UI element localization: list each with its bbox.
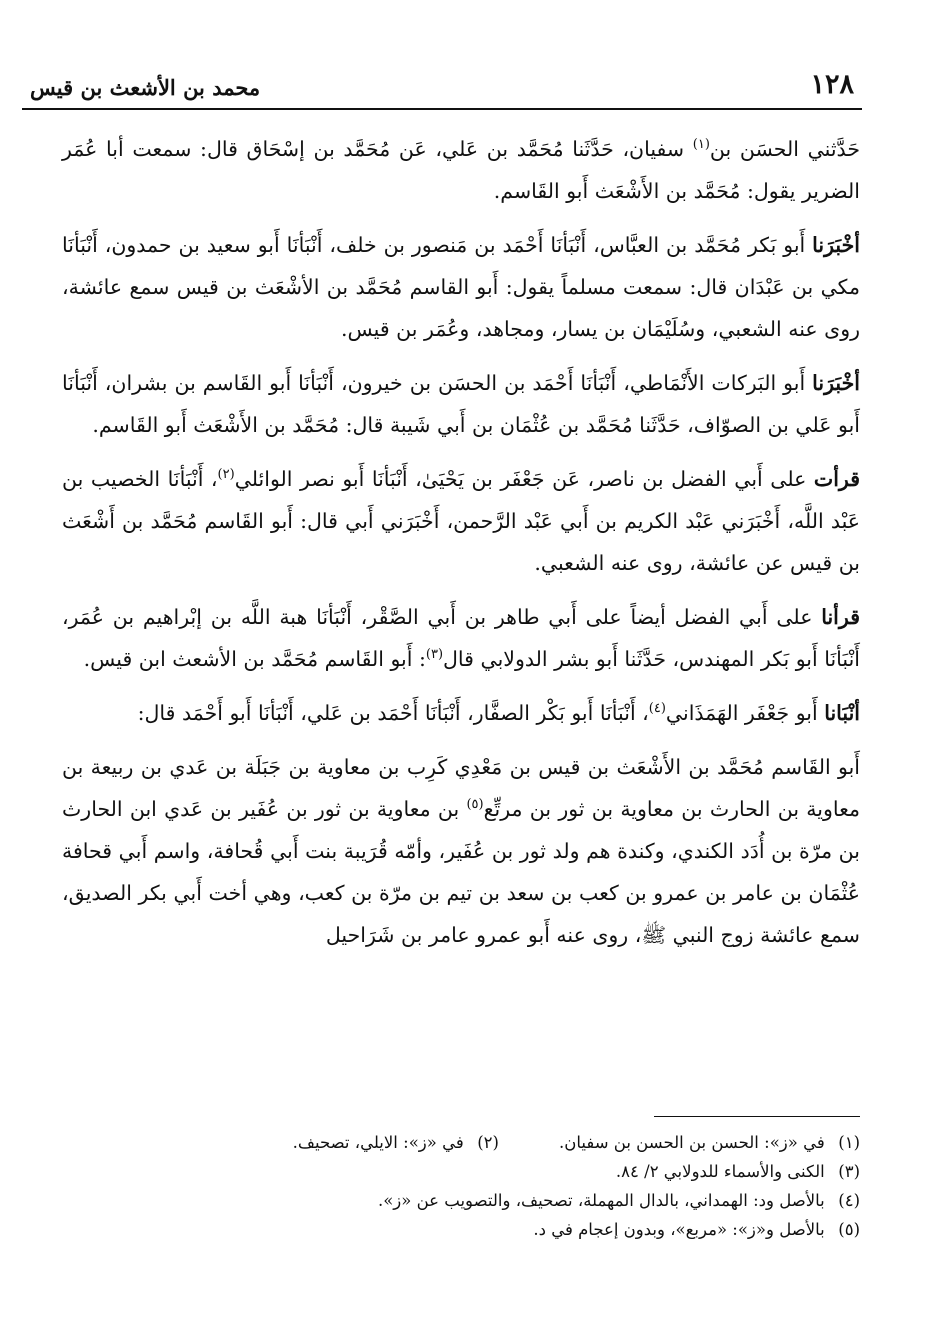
footnote-number: (٣) xyxy=(838,1162,860,1181)
footnote-separator xyxy=(654,1116,860,1117)
paragraph-text-cont: ، أَنْبَأنَا أَبو بَكْر الصفَّار، أَنْبَأنَا أَحْمَد بن عَلي، أَنْبَأنَا أَبو أَحْمَد قال: xyxy=(137,701,649,725)
footnote-number: (٤) xyxy=(838,1191,860,1210)
footnote-text: بالأصل ود: الهمداني، بالدال المهملة، تصحيف، والتصويب عن «ز». xyxy=(377,1191,825,1210)
footnotes xyxy=(80,1128,860,1244)
paragraph-6 xyxy=(62,692,860,734)
footnote-text: في «ز»: الحسن بن الحسن بن سفيان. xyxy=(558,1133,825,1152)
footnote-marker: (٥) xyxy=(466,797,484,813)
paragraph-text-cont: ، أَنْبَأنَا الخصيب بن عَبْد اللَّه، أَخْبَرَني عَبْد الكريم بن أَبي عَبْد الرَّحمن، أَخْبَرَني أَبي قال: أَبو القَاسم مُحَمَّد بن أَشْعَث بن قيس عن عائشة، روى عنه الشعبي. xyxy=(62,467,860,575)
page-number: ١٢٨ xyxy=(810,69,854,100)
paragraph-lead: قرأت xyxy=(813,467,860,491)
footnote-text: الكنى والأسماء للدولابي ٢/ ٨٤. xyxy=(615,1162,825,1181)
footnote-3 xyxy=(616,1157,860,1186)
paragraph-5 xyxy=(62,596,860,680)
footnote-marker: (٣) xyxy=(425,647,444,663)
footnote-text: بالأصل و«ز»: «مربع»، وبدون إعجام في د. xyxy=(533,1220,825,1239)
paragraph-text-cont: : أَبو القَاسم مُحَمَّد بن الأشعث ابن قيس. xyxy=(83,647,426,671)
footnote-marker: (٤) xyxy=(648,701,666,717)
paragraph-2 xyxy=(62,224,860,350)
footnote-row xyxy=(80,1215,860,1244)
footnote-5 xyxy=(533,1215,860,1244)
footnote-4 xyxy=(378,1186,860,1215)
paragraph-text: أَبو القَاسم مُحَمَّد بن الأَشْعَث بن قيس بن مَعْدِي كَرِب بن معاوية بن جَبَلَة بن عَدي بن ربيعة بن معاوية بن الحارث بن معاوية بن ثور بن مرتِّع xyxy=(62,755,861,821)
paragraph-lead: قرأنا xyxy=(821,605,860,629)
paragraph-text: أَبو بَكر مُحَمَّد بن العبَّاس، أَنْبَأنَا أَحْمَد بن مَنصور بن خلف، أَنْبَأنَا أَبو سعيد بن حمدون، أَنْبَأنَا مكي بن عَبْدَان قال: سمعت مسلماً يقول: أَبو القاسم مُحَمَّد بن الأشْعَث بن قيس سمع عائشة، روى عنه الشعبي، وسُلَيْمَان بن يسار، ومجاهد، وعُمَر بن قيس. xyxy=(62,233,860,341)
footnote-marker: (١) xyxy=(692,137,710,153)
header-rule xyxy=(22,108,862,110)
footnote-row xyxy=(80,1157,860,1186)
paragraph-lead: أنْبَانا xyxy=(824,701,860,725)
paragraph-7 xyxy=(62,746,860,956)
paragraph-text-cont: بن معاوية بن ثور بن عُفَير بن عَدي ابن الحارث بن مرّة بن أُدَد الكندي، وكندة هم ولد ثور بن عُفَير، وأمّه قُرَيبة بنت أَبي قُحافة، واسم أَبي قحافة عُثْمَان بن عامر بن عمرو بن كعب بن سعد بن تيم بن مرّة بن كعب، وهي أخت أَبي بكر الصديق، سمع عائشة زوج النبي ﷺ، روى عنه أَبو عمرو عامر بن شَرَاحيل xyxy=(62,797,860,947)
paragraph-text: على أَبي الفضل أيضاً على أَبي طاهر بن أَبي الصَّقْر، أَنْبَأنَا هبة اللَّه بن إبْراهيم بن عُمَر، أَنْبَأنَا أَبو بَكر المهندس، حَدَّثَنا أَبو بشر الدولابي قال xyxy=(62,605,860,671)
paragraph-text: أَبو البَركات الأَنْمَاطي، أَنْبَأنَا أَحْمَد بن الحسَن بن خيرون، أَنْبَأنَا أَبو القَاسم بن بشران، أَنْبَأنَا أَبو عَلي بن الصوّاف، حَدَّثَنا مُحَمَّد بن عُثْمَان بن أَبي شَيبة قال: مُحَمَّد بن الأَشْعَث أَبو القَاسم. xyxy=(62,371,860,437)
footnote-1 xyxy=(559,1128,860,1157)
paragraph-4 xyxy=(62,458,860,584)
paragraph-text: أَبو جَعْفَر الهَمَذَاني xyxy=(665,701,825,725)
paragraph-text: على أَبي الفضل بن ناصر، عَن جَعْفَر بن يَحْيَىٰ، أَنْبَأنَا أَبو نصر الوائلي xyxy=(234,467,814,491)
footnote-number: (٥) xyxy=(838,1220,860,1239)
paragraph-text-cont: سفيان، حَدَّثَنا مُحَمَّد بن عَلي، عَن مُحَمَّد بن إسْحَاق قال: سمعت أبا عُمَر الضرير يقول: مُحَمَّد بن الأَشْعَث أَبو القَاسم. xyxy=(62,137,860,203)
main-text xyxy=(62,128,860,956)
footnote-row xyxy=(80,1186,860,1215)
page-header xyxy=(30,58,854,98)
paragraph-text: حَدَّثني الحسَن بن xyxy=(709,137,860,161)
paragraph-lead: أخْبَرَنا xyxy=(812,371,860,395)
footnote-text: في «ز»: الايلي، تصحيف. xyxy=(292,1133,464,1152)
paragraph-1 xyxy=(62,128,860,212)
footnote-2 xyxy=(293,1128,499,1157)
footnote-number: (١) xyxy=(838,1133,860,1152)
footnote-number: (٢) xyxy=(477,1133,499,1152)
footnote-marker: (٢) xyxy=(217,467,235,483)
paragraph-lead: أخْبَرَنا xyxy=(812,233,860,257)
running-title: محمد بن الأشعث بن قيس xyxy=(30,75,261,100)
paragraph-3 xyxy=(62,362,860,446)
footnote-row xyxy=(80,1128,860,1157)
